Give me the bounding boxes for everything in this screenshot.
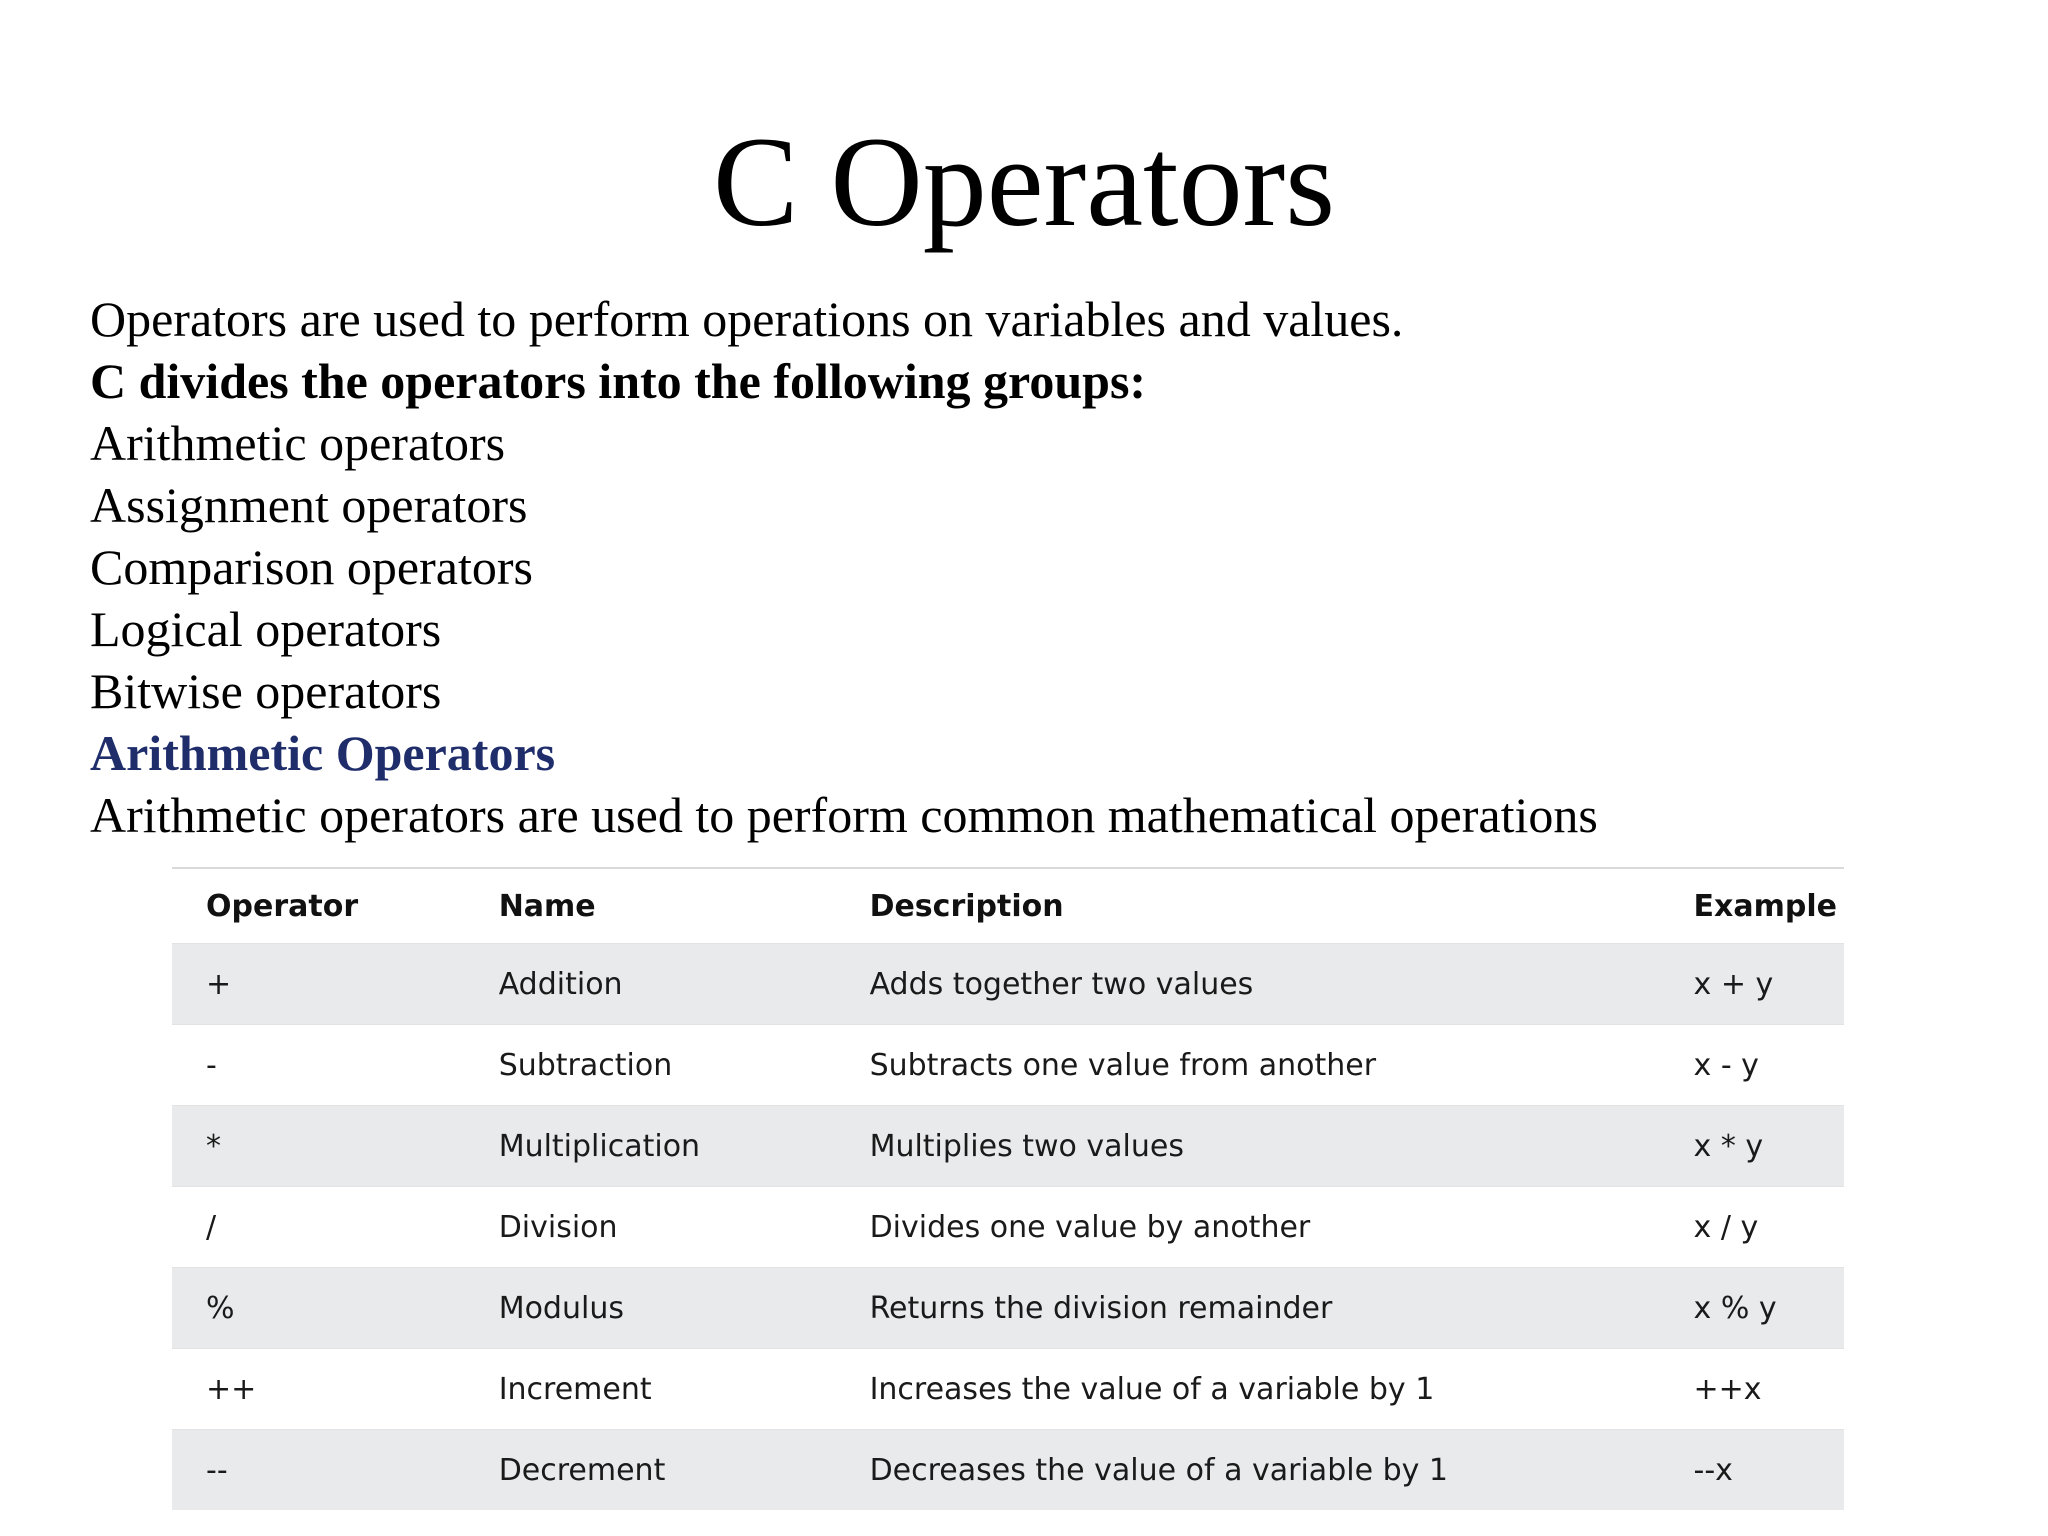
cell-example: x % y [1660,1268,1844,1349]
section-heading: Arithmetic Operators [90,725,556,781]
table-row [172,1106,1844,1187]
cell-description: Decreases the value of a variable by 1 [836,1430,1660,1511]
cell-example: x - y [1660,1025,1844,1106]
cell-description: Adds together two values [836,944,1660,1025]
cell-name: Subtraction [465,1025,836,1106]
group-item: Assignment operators [90,477,528,533]
cell-example: x + y [1660,944,1844,1025]
group-item: Comparison operators [90,539,533,595]
table-row [172,1187,1844,1268]
slide-title: C Operators [712,111,1336,253]
cell-description: Subtracts one value from another [836,1025,1660,1106]
header-example: Example [1693,888,1837,924]
header-description: Description [869,888,1064,924]
cell-description: Divides one value by another [836,1187,1660,1268]
group-item: Logical operators [90,601,442,657]
cell-operator: ++ [172,1349,465,1430]
group-item: Bitwise operators [90,663,442,719]
cell-operator: * [172,1106,465,1187]
cell-description: Multiplies two values [836,1106,1660,1187]
cell-name: Multiplication [465,1106,836,1187]
cell-example: --x [1660,1430,1844,1511]
cell-name: Division [465,1187,836,1268]
cell-example: ++x [1660,1349,1844,1430]
table-row [172,1349,1844,1430]
cell-operator: - [172,1025,465,1106]
cell-operator: / [172,1187,465,1268]
cell-name: Modulus [465,1268,836,1349]
cell-name: Increment [465,1349,836,1430]
cell-name: Addition [465,944,836,1025]
cell-name: Decrement [465,1430,836,1511]
table-row [172,1268,1844,1349]
intro-line: Operators are used to perform operations on variables and values. [90,291,1404,347]
table-row [172,1025,1844,1106]
cell-operator: % [172,1268,465,1349]
cell-example: x * y [1660,1106,1844,1187]
cell-description: Returns the division remainder [836,1268,1660,1349]
section-text: Arithmetic operators are used to perform common mathematical operations [90,787,1598,843]
table-row [172,944,1844,1025]
cell-description: Increases the value of a variable by 1 [836,1349,1660,1430]
cell-operator: + [172,944,465,1025]
table-row [172,1430,1844,1511]
operators-table [172,867,1844,1510]
slide-body [90,288,1990,846]
header-operator: Operator [206,888,359,924]
cell-operator: -- [172,1430,465,1511]
header-name: Name [498,888,596,924]
groups-intro: C divides the operators into the following groups: [90,353,1147,409]
table-header-row [172,868,1844,944]
cell-example: x / y [1660,1187,1844,1268]
group-item: Arithmetic operators [90,415,506,471]
